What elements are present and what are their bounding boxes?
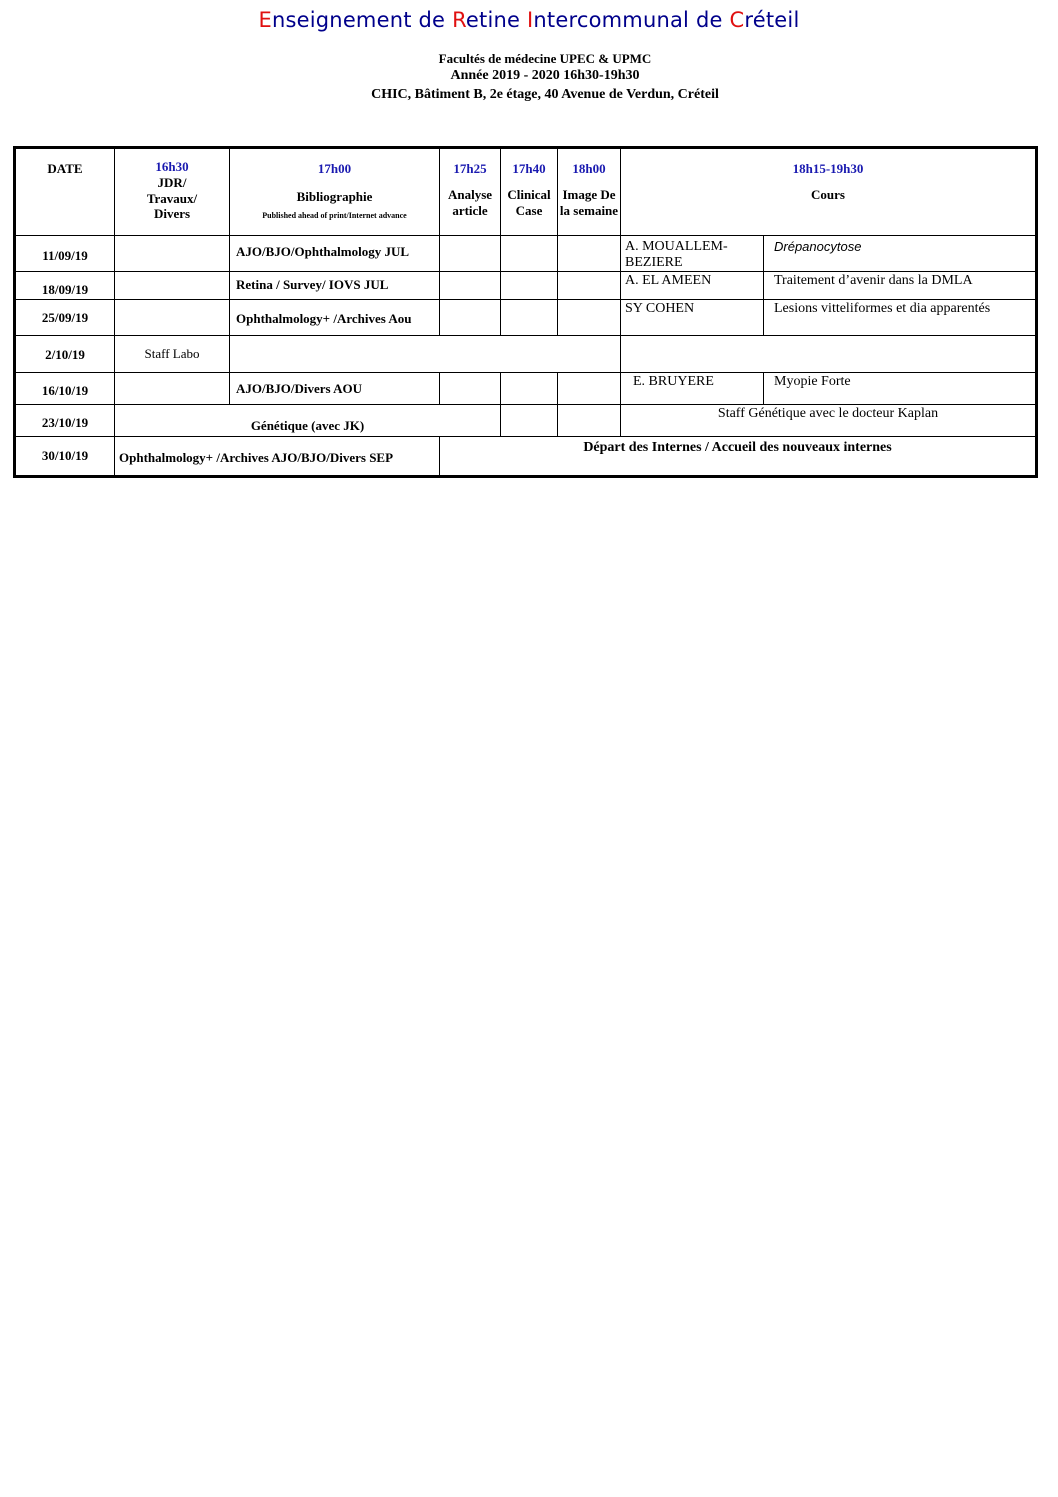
jdr-time: 16h30 [155,159,189,174]
year-line: Année 2019 - 2020 16h30-19h30 [450,68,640,83]
header-clinical [501,148,558,236]
image-cell [558,373,621,405]
date-value: 16/10/19 [41,383,89,398]
clinical-time: 17h40 [512,161,546,176]
biblio-note: Published ahead of print/Internet advance [262,210,407,220]
jdr-cell [115,300,230,336]
analyse-cell [440,300,501,336]
table-row [15,437,1037,477]
analyse-time: 17h25 [453,161,487,176]
clinical-cell [501,300,558,336]
header-image [558,148,621,236]
biblio-cell: Retina / Survey/ IOVS JUL [230,272,440,300]
topic-cell: Myopie Forte [764,373,1037,405]
date-cell [15,300,115,336]
clinical-cell [501,373,558,405]
date-cell [15,336,115,373]
depart-cell: Départ des Internes / Accueil des nouveaux internes [440,437,1037,477]
analyse-cell [440,236,501,272]
topic-cell: Drépanocytose [764,236,1037,272]
date-value: 2/10/19 [45,347,85,362]
table-row [15,405,1037,437]
cours-time: 18h15-19h30 [792,161,864,176]
faculty-line: Facultés de médecine UPEC & UPMC [438,51,652,66]
header-biblio [230,148,440,236]
jdr-cell [115,236,230,272]
speaker-cell: SY COHEN [621,300,764,336]
topic-cell: Traitement d’avenir dans la DMLA [764,272,1037,300]
clinical-cell [501,405,558,437]
image-time: 18h00 [572,161,606,176]
title-cap-r: R [452,8,466,32]
jdr-cell [115,373,230,405]
date-header-label: DATE [47,161,83,176]
title-rest-e: nseignement de [271,8,453,32]
speaker-cell: E. BRUYERE [621,373,764,405]
table-row [15,272,1037,300]
title-cap-e: E [258,8,272,32]
date-value: 30/10/19 [41,448,89,463]
date-cell [15,272,115,300]
schedule-table [13,146,1038,478]
date-value: 11/09/19 [42,248,88,263]
clinical-label: Clinical Case [507,187,551,218]
topic-cell: Lesions vitteliformes et dia apparentés [764,300,1037,336]
title-cap-i: I [527,8,534,32]
empty-cell [621,336,1037,373]
date-value: 25/09/19 [41,310,89,325]
header-cours [621,148,1037,236]
header-date [15,148,115,236]
biblio-time: 17h00 [317,161,352,176]
biblio-label: Bibliographie [296,189,373,204]
date-cell [15,437,115,477]
cours-label: Cours [811,187,845,202]
biblio-cell: Ophthalmology+ /Archives AJO/BJO/Divers SEP [115,437,440,477]
title-rest-i: ntercommunal de [533,8,730,32]
clinical-cell [501,236,558,272]
header-analyse [440,148,501,236]
title-cap-c: C [729,8,745,32]
table-row [15,300,1037,336]
header-jdr [115,148,230,236]
date-value: 18/09/19 [41,282,89,297]
document-title [0,8,1058,32]
title-rest-r: etine [465,8,528,32]
biblio-cell: AJO/BJO/Divers AOU [230,373,440,405]
analyse-cell [440,272,501,300]
jdr-label: JDR/ Travaux/ Divers [146,175,198,222]
speaker-cell: A. EL AMEEN [621,272,764,300]
genetique-cell: Génétique (avec JK) [115,405,501,437]
speaker-cell: A. MOUALLEM-BEZIERE [621,236,764,272]
jdr-cell: Staff Labo [115,336,230,373]
analyse-label: Analyse article [447,187,493,218]
empty-cell [230,336,621,373]
address-line: CHIC, Bâtiment B, 2e étage, 40 Avenue de Verdun, Créteil [371,87,719,102]
image-cell [558,272,621,300]
image-cell [558,405,621,437]
date-cell [15,405,115,437]
date-value: 23/10/19 [41,415,89,430]
header-row [15,148,1037,236]
jdr-cell [115,272,230,300]
clinical-cell [501,272,558,300]
staff-cell: Staff Génétique avec le docteur Kaplan [621,405,1037,437]
date-cell [15,373,115,405]
biblio-cell: Ophthalmology+ /Archives Aou [230,300,440,336]
table-row [15,336,1037,373]
biblio-cell: AJO/BJO/Ophthalmology JUL [230,236,440,272]
table-row [15,236,1037,272]
date-cell [15,236,115,272]
table-row [15,373,1037,405]
image-cell [558,300,621,336]
title-rest-c: réteil [744,8,800,32]
image-label: Image De la semaine [559,187,619,218]
analyse-cell [440,373,501,405]
image-cell [558,236,621,272]
